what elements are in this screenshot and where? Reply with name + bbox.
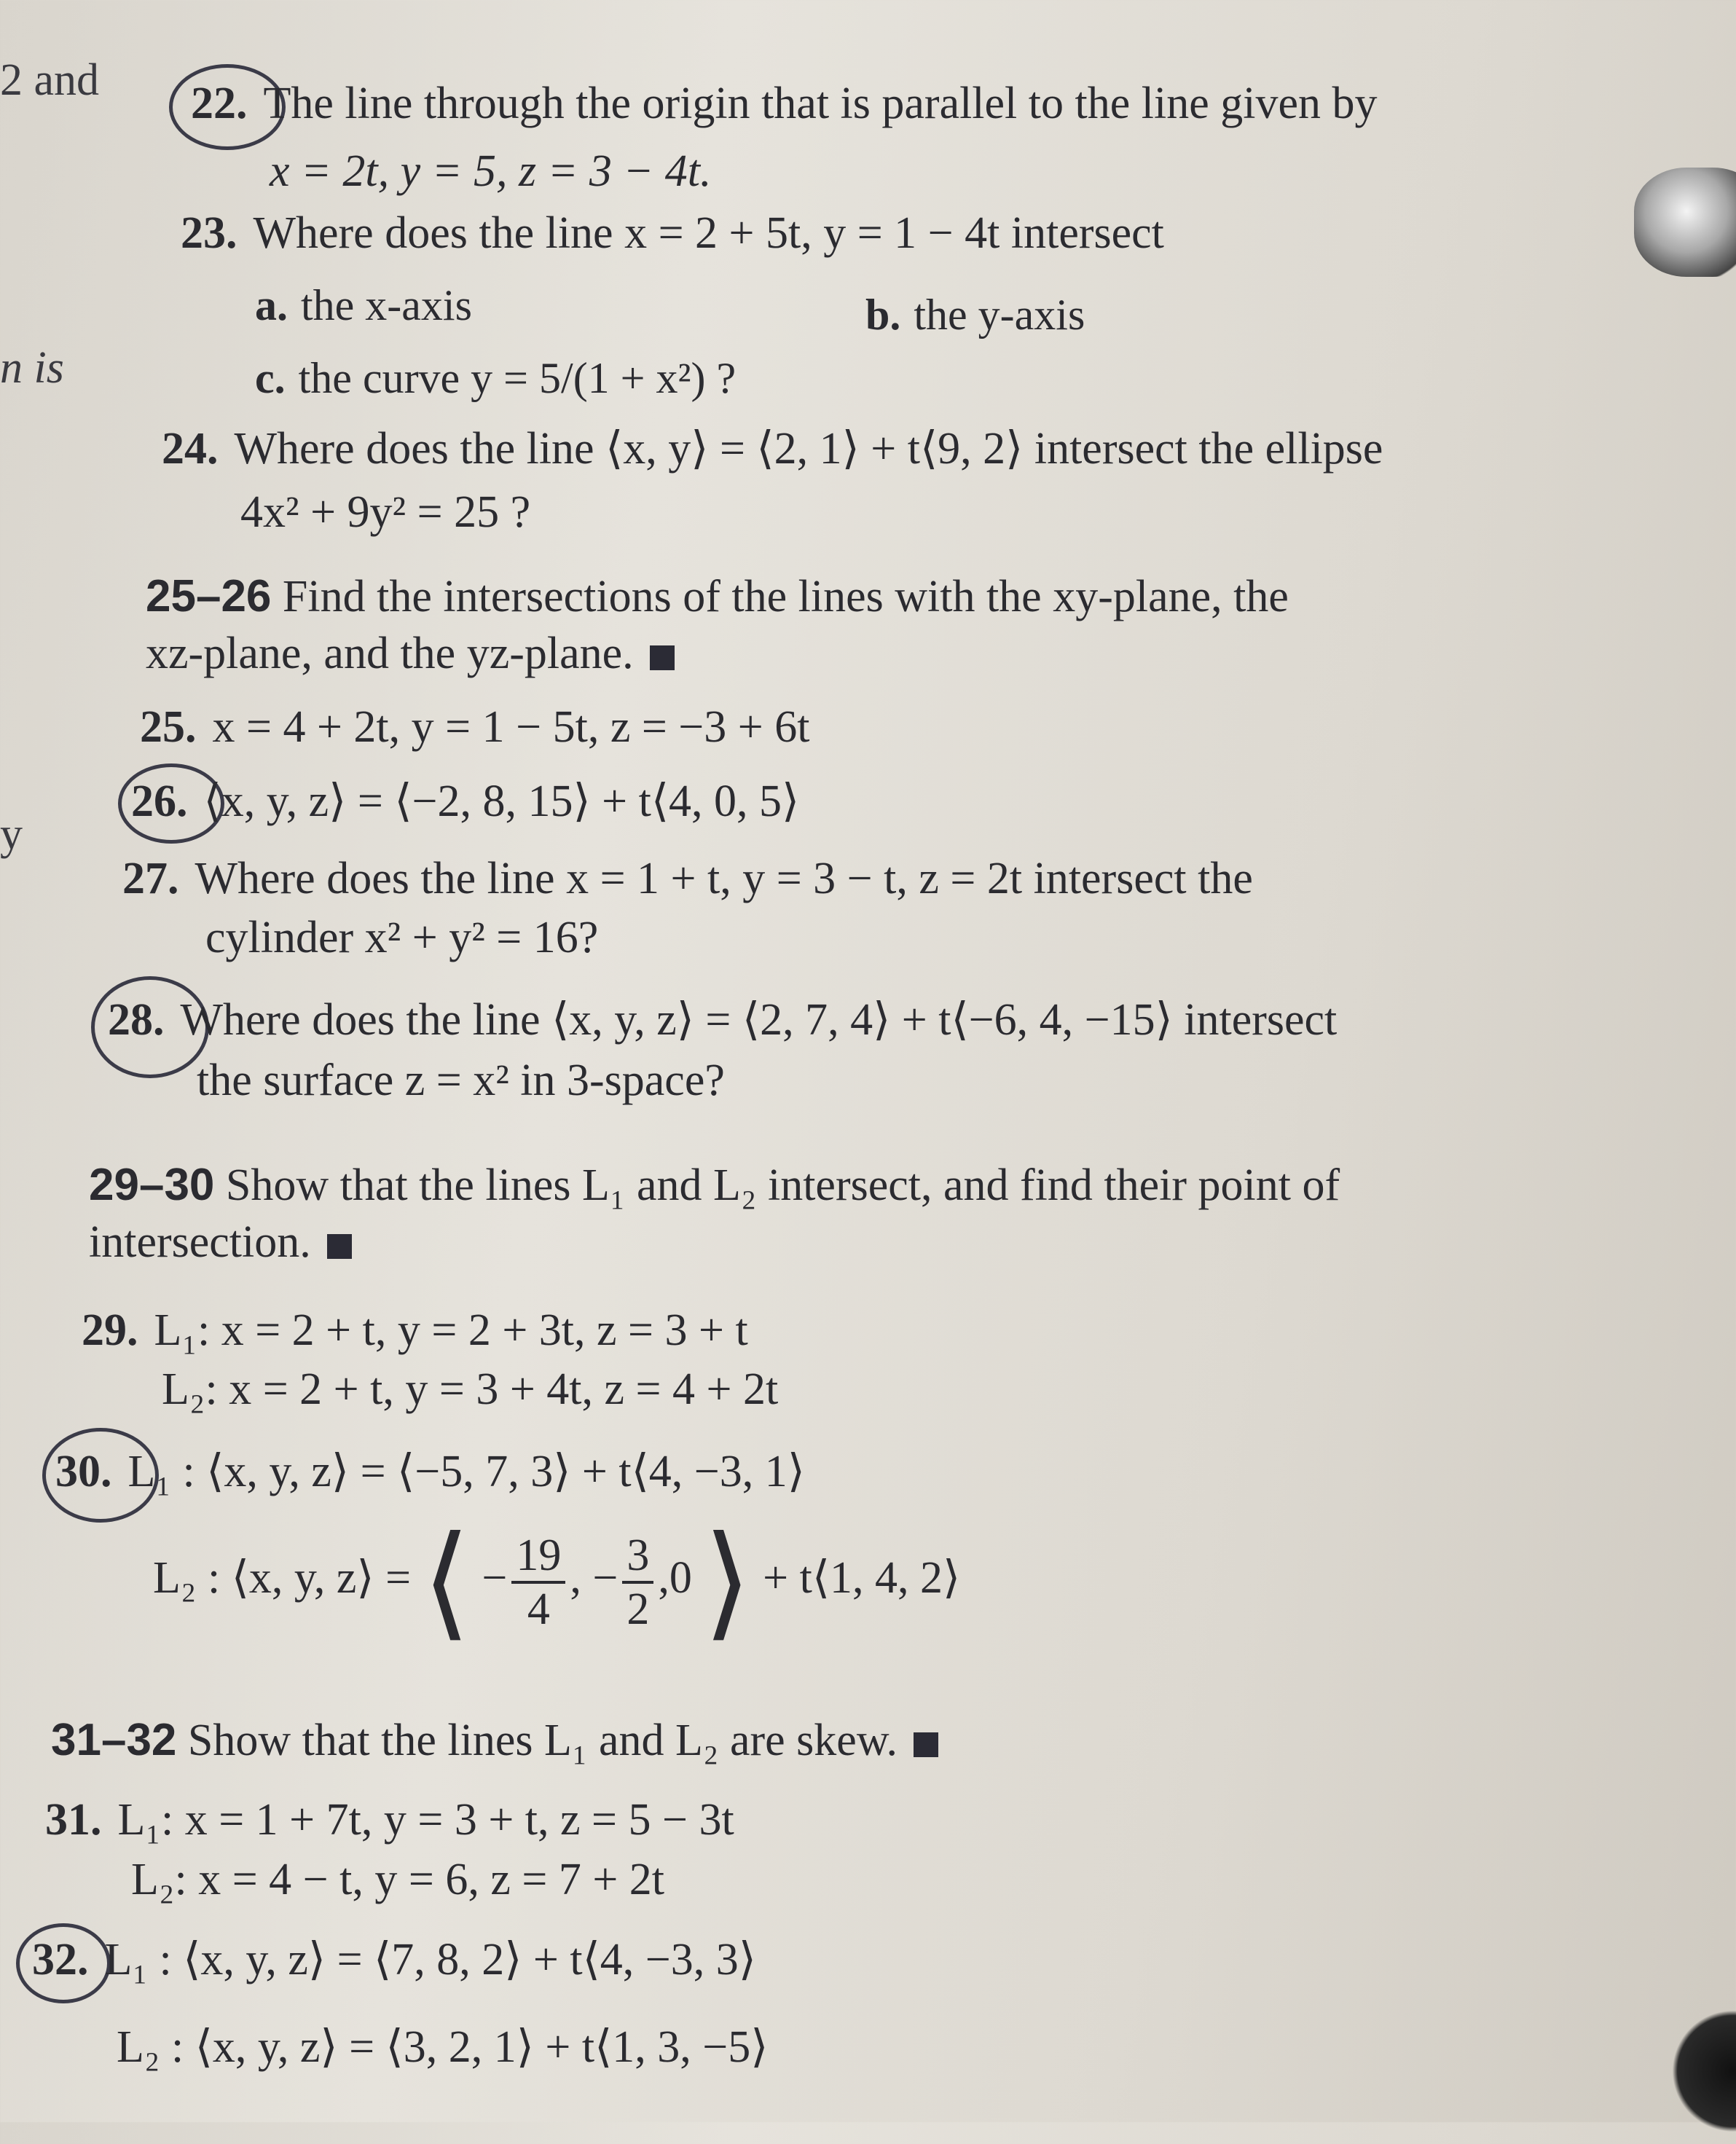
right-angle-bracket: ⟩	[703, 1514, 752, 1651]
problem-text: L₁ : ⟨x, y, z⟩ = ⟨7, 8, 2⟩ + t⟨4, −3, 3⟩	[104, 1935, 756, 1984]
problem-27-line2: cylinder x² + y² = 16?	[205, 913, 599, 962]
problem-24-line2: 4x² + 9y² = 25 ?	[240, 487, 531, 537]
problem-31	[45, 1792, 734, 1847]
problem-23-part-b	[865, 290, 1085, 340]
header-text: Find the intersections of the lines with the xy-plane, the	[282, 572, 1289, 621]
problem-25	[140, 699, 809, 755]
problem-text: ⟨x, y, z⟩ = ⟨−2, 8, 15⟩ + t⟨4, 0, 5⟩	[203, 777, 800, 826]
problem-text: The line through the origin that is parallel to the line given by	[263, 79, 1378, 128]
header-text-line2: xz-plane, and the yz-plane.	[146, 629, 634, 678]
problem-number: 26.	[131, 777, 188, 826]
minus-sign: −	[592, 1553, 618, 1603]
binder-ring-top	[1634, 168, 1736, 277]
problem-number: 23.	[181, 208, 237, 258]
problem-30-line2: L₂ : ⟨x, y, z⟩ = ⟨ − $\frac{19}{4}$ , − $\frac{3}{2}$ ,0 ⟩ + t⟨1, 4, 2⟩	[153, 1514, 961, 1651]
section-header-29-30	[89, 1157, 1546, 1271]
problem-number: 22.	[191, 79, 248, 128]
problem-28-line2: the surface z = x² in 3-space?	[197, 1056, 725, 1105]
fraction-3-2: $\frac{3}{2}$	[622, 1530, 653, 1635]
header-range: 29–30	[89, 1160, 215, 1210]
problem-31-line2: L₂: x = 4 − t, y = 6, z = 7 + 2t	[131, 1855, 665, 1904]
problem-number: 31.	[45, 1795, 102, 1845]
problem-29-line2: L₂: x = 2 + t, y = 3 + 4t, z = 4 + 2t	[162, 1364, 779, 1414]
end-square-icon	[650, 645, 675, 670]
problem-23-part-c	[255, 353, 736, 404]
zero-component: 0	[669, 1553, 692, 1603]
l2-prefix: L₂ : ⟨x, y, z⟩ =	[153, 1553, 412, 1603]
l2-suffix: + t⟨1, 4, 2⟩	[763, 1553, 961, 1603]
problem-28	[108, 992, 1337, 1048]
header-range: 25–26	[146, 571, 272, 621]
problem-number: 30.	[55, 1447, 112, 1496]
part-label: c.	[255, 354, 286, 402]
header-text: Show that the lines L₁ and L₂ are skew.	[187, 1716, 898, 1765]
problem-text: Where does the line ⟨x, y, z⟩ = ⟨2, 7, 4⟩ + t⟨−6, 4, −15⟩ intersect	[180, 995, 1338, 1045]
problem-text: Where does the line ⟨x, y⟩ = ⟨2, 1⟩ + t⟨9, 2⟩ intersect the ellipse	[234, 424, 1383, 474]
problem-number: 28.	[108, 995, 165, 1045]
part-label: a.	[255, 281, 288, 329]
problem-number: 24.	[162, 424, 219, 474]
problem-23	[181, 205, 1164, 261]
problem-number: 32.	[32, 1935, 89, 1984]
margin-fragment-and: 2 and	[0, 55, 100, 105]
left-angle-bracket: ⟨	[422, 1514, 471, 1651]
problem-24	[162, 421, 1383, 476]
margin-fragment-y: y	[0, 809, 23, 859]
fraction-19-4: $\frac{19}{4}$	[511, 1530, 565, 1635]
problem-30	[55, 1444, 805, 1499]
problem-text: L₁: x = 2 + t, y = 2 + 3t, z = 3 + t	[154, 1305, 748, 1355]
part-text: the curve y = 5/(1 + x²) ?	[298, 354, 737, 402]
part-text: the x-axis	[301, 281, 472, 329]
problem-22	[191, 76, 1377, 131]
part-text: the y-axis	[914, 291, 1085, 339]
problem-number: 29.	[82, 1305, 138, 1355]
problem-text: L₁ : ⟨x, y, z⟩ = ⟨−5, 7, 3⟩ + t⟨4, −3, 1⟩	[127, 1447, 805, 1496]
problem-32	[32, 1932, 756, 1987]
problem-text: x = 4 + 2t, y = 1 − 5t, z = −3 + 6t	[212, 702, 810, 752]
problem-27	[122, 851, 1253, 906]
header-text: Show that the lines L₁ and L₂ intersect, and find their point of	[225, 1161, 1340, 1210]
problem-text: L₁: x = 1 + 7t, y = 3 + t, z = 5 − 3t	[117, 1795, 734, 1845]
header-range: 31–32	[51, 1715, 177, 1765]
end-square-icon	[914, 1732, 938, 1757]
section-header-25-26	[146, 568, 1544, 682]
problem-26	[131, 774, 799, 829]
part-label: b.	[865, 291, 901, 339]
problem-text: Where does the line x = 1 + t, y = 3 − t, z = 2t intersect the	[195, 854, 1253, 903]
problem-text: Where does the line x = 2 + 5t, y = 1 − 4t intersect	[253, 208, 1164, 258]
problem-number: 27.	[122, 854, 179, 903]
problem-29	[82, 1303, 748, 1358]
margin-fragment-n-is: n is	[0, 343, 64, 393]
section-header-31-32	[51, 1712, 1508, 1769]
problem-23-part-a	[255, 280, 472, 331]
problem-number: 25.	[140, 702, 197, 752]
problem-32-line2: L₂ : ⟨x, y, z⟩ = ⟨3, 2, 1⟩ + t⟨1, 3, −5⟩	[117, 2022, 769, 2072]
header-text-line2: intersection.	[89, 1217, 311, 1267]
minus-sign: −	[482, 1553, 508, 1603]
problem-22-line2: x = 2t, y = 5, z = 3 − 4t.	[270, 146, 712, 196]
binder-ring-bottom	[1663, 1998, 1736, 2144]
end-square-icon	[327, 1234, 352, 1259]
